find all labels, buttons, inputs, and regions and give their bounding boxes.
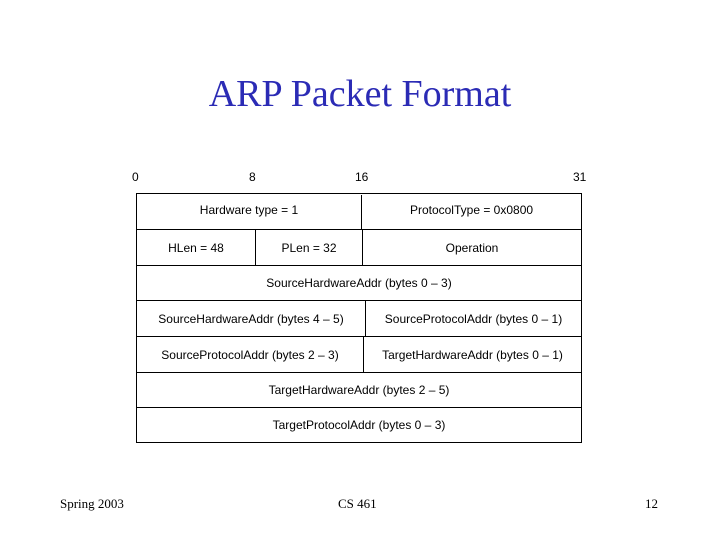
field-target-hardware-addr-2-5: TargetHardwareAddr (bytes 2 – 5)	[268, 383, 450, 397]
right-border	[581, 193, 582, 443]
slide-title: ARP Packet Format	[208, 73, 512, 115]
field-source-hardware-addr-4-5: SourceHardwareAddr (bytes 4 – 5)	[158, 311, 344, 326]
field-target-hardware-addr-0-1: TargetHardwareAddr (bytes 0 – 1)	[382, 347, 563, 362]
field-target-protocol-addr-0-3: TargetProtocolAddr (bytes 0 – 3)	[272, 418, 446, 432]
bit-label-16: 16	[355, 170, 369, 184]
bit-label-31: 31	[573, 170, 587, 184]
field-source-protocol-addr-0-1: SourceProtocolAddr (bytes 0 – 1)	[384, 311, 563, 326]
footer-course: CS 461	[338, 496, 377, 511]
footer-page-number: 12	[645, 496, 658, 511]
field-hlen: HLen = 48	[168, 240, 224, 255]
field-source-hardware-addr-0-3: SourceHardwareAddr (bytes 0 – 3)	[266, 276, 452, 290]
field-source-protocol-addr-2-3: SourceProtocolAddr (bytes 2 – 3)	[161, 347, 339, 362]
bit-label-8: 8	[249, 170, 256, 184]
field-protocol-type: ProtocolType = 0x0800	[409, 202, 534, 217]
footer-date: Spring 2003	[60, 496, 124, 511]
field-hardware-type: Hardware type = 1	[199, 202, 299, 217]
field-plen: PLen = 32	[281, 240, 337, 255]
field-operation: Operation	[445, 240, 499, 255]
bit-label-0: 0	[132, 170, 139, 184]
bottom-border	[136, 442, 582, 443]
